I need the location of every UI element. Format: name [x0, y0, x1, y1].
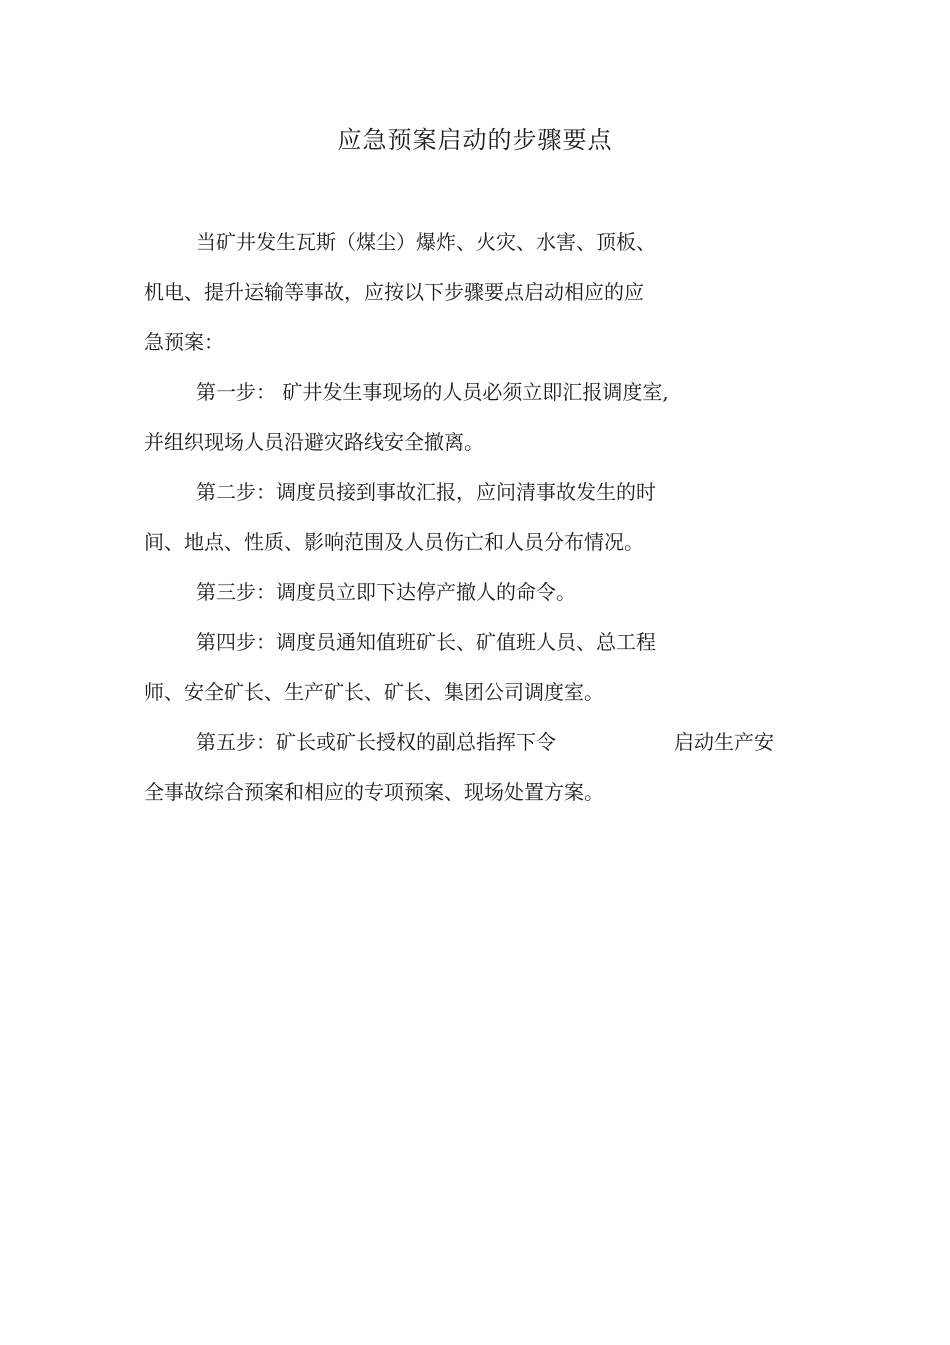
step-4-line-1: 第四步：调度员通知值班矿长、矿值班人员、总工程: [196, 630, 656, 654]
step-5-line-2: 全事故综合预案和相应的专项预案、现场处置方案。: [144, 780, 604, 804]
step-2-line-2: 间、地点、性质、影响范围及人员伤亡和人员分布情况。: [144, 530, 644, 554]
step-3-line-1: 第三步：调度员立即下达停产撤人的命令。: [196, 580, 576, 604]
step-5-line-1a: 第五步：矿长或矿长授权的副总指挥下令: [196, 730, 556, 754]
intro-line-2: 机电、提升运输等事故，应按以下步骤要点启动相应的应: [144, 280, 644, 304]
document-title: 应急预案启动的步骤要点: [337, 126, 613, 154]
step-1-line-2: 并组织现场人员沿避灾路线安全撤离。: [144, 430, 484, 454]
step-2-line-1: 第二步：调度员接到事故汇报，应问清事故发生的时: [196, 480, 656, 504]
intro-line-1: 当矿井发生瓦斯（煤尘）爆炸、火灾、水害、顶板、: [196, 230, 656, 254]
step-4-line-2: 师、安全矿长、生产矿长、矿长、集团公司调度室。: [144, 680, 604, 704]
step-1-line-1: 第一步： 矿井发生事现场的人员必须立即汇报调度室,: [196, 380, 669, 404]
intro-line-3: 急预案：: [144, 330, 224, 354]
step-5-line-1b: 启动生产安: [674, 730, 774, 754]
